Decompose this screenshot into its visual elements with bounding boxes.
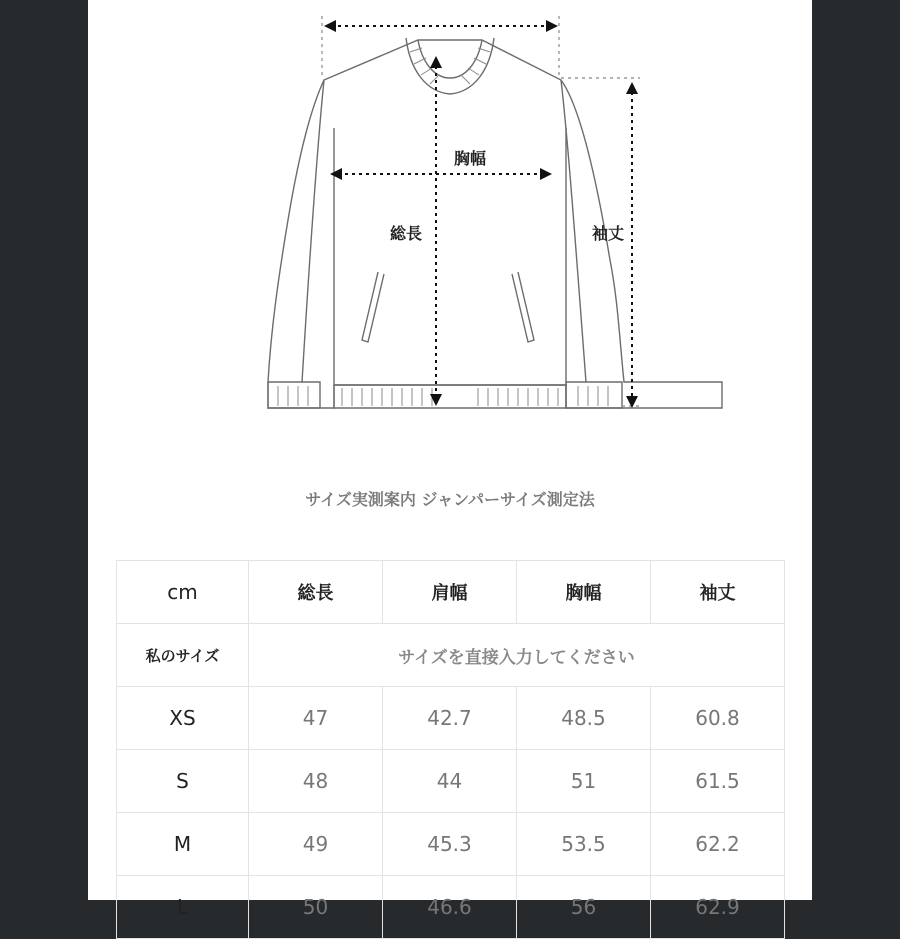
table-cell: 44: [383, 750, 517, 813]
table-cell: 61.5: [651, 750, 785, 813]
table-row: [117, 750, 785, 813]
table-cell: 42.7: [383, 687, 517, 750]
table-cell: 62.2: [651, 813, 785, 876]
table-cell: 47: [249, 687, 383, 750]
table-cell: 50: [249, 876, 383, 939]
table-row: [117, 687, 785, 750]
my-size-label: 私のサイズ: [117, 624, 249, 687]
table-cell: 46.6: [383, 876, 517, 939]
jacket-diagram: [88, 0, 812, 440]
table-cell: 51: [517, 750, 651, 813]
table-cell: 60.8: [651, 687, 785, 750]
table-cell: 53.5: [517, 813, 651, 876]
unit-header: cm: [117, 561, 249, 624]
total-length-label: 総長: [390, 224, 423, 243]
size-guide-caption: サイズ実測案内 ジャンパーサイズ測定法: [305, 490, 595, 509]
size-table: [116, 560, 785, 939]
size-label: XS: [117, 687, 249, 750]
table-cell: 48.5: [517, 687, 651, 750]
table-cell: 49: [249, 813, 383, 876]
table-header-row: [117, 561, 785, 624]
size-label: M: [117, 813, 249, 876]
header-chest-width: 胸幅: [517, 561, 651, 624]
table-cell: 45.3: [383, 813, 517, 876]
table-row: [117, 876, 785, 939]
size-label: L: [117, 876, 249, 939]
my-size-input[interactable]: サイズを直接入力してください: [249, 624, 785, 687]
size-guide-panel: [88, 0, 812, 919]
chest-width-label: 胸幅: [454, 149, 487, 168]
table-row: [117, 813, 785, 876]
table-cell: 62.9: [651, 876, 785, 939]
header-sleeve-length: 袖丈: [651, 561, 785, 624]
header-shoulder-width: 肩幅: [383, 561, 517, 624]
jacket-illustration: [88, 0, 812, 440]
my-size-row: [117, 624, 785, 687]
header-total-length: 総長: [249, 561, 383, 624]
table-cell: 48: [249, 750, 383, 813]
size-label: S: [117, 750, 249, 813]
sleeve-length-label: 袖丈: [592, 224, 625, 243]
table-cell: 56: [517, 876, 651, 939]
